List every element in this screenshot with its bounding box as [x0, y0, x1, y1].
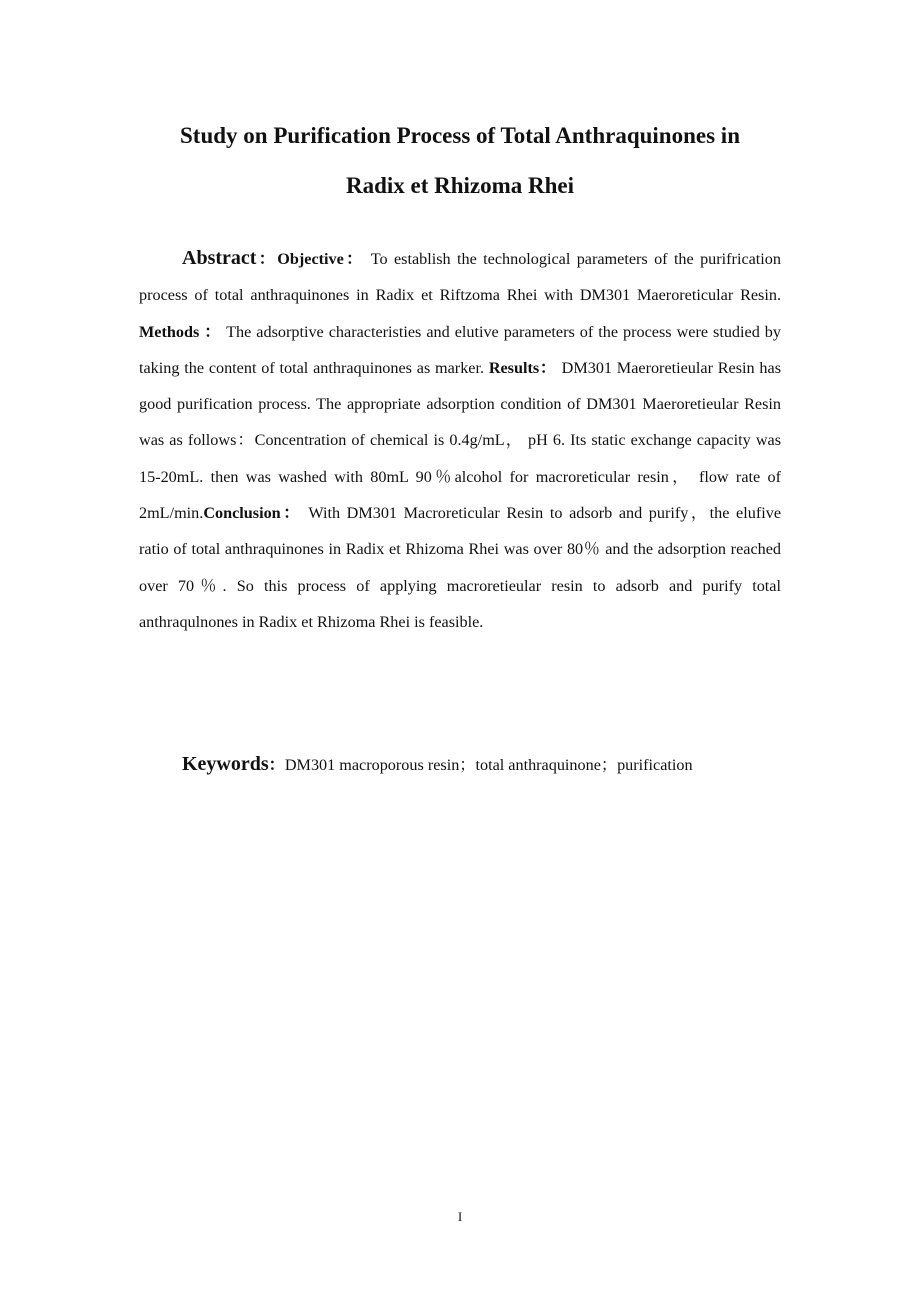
keywords-line [182, 746, 802, 783]
conclusion-label: Conclusion [203, 504, 281, 523]
keywords-label: Keywords [182, 753, 269, 775]
results-colon: ： [539, 358, 557, 377]
abstract-heading-colon: ： [256, 250, 278, 268]
conclusion-text: With DM301 Macroreticular Resin to adsorb and purify，the elufive ratio of total anthraquinones in Radix et Rhizoma Rhei was over 80％ and the adsorption reached over 70％. So this process of applying macroretieular resin to adsorb and purify total anthraqulnones in Radix et Rhizoma Rhei is feasible. [139, 504, 781, 631]
page-number: I [457, 1209, 463, 1224]
abstract-heading: Abstract [182, 247, 257, 269]
results-text: DM301 Maeroretieular Resin has good purification process. The appropriate adsorption condition of DM301 Maeroretieular Resin was as follows：Concentration of chemical is 0.4g/mL， pH 6. Its static exchange capacity was 15-20mL. then was washed with 80mL 90％alcohol for macroreticular resin， flow rate of 2mL/min. [139, 358, 781, 523]
methods-colon: ： [199, 322, 222, 341]
objective-label: Objective [277, 250, 344, 268]
title-line-2: Radix et Rhizoma Rhei [345, 173, 575, 198]
keywords-colon: ： [268, 756, 285, 774]
objective-colon: ： [343, 250, 365, 268]
methods-text: The adsorptive characteristies and elutive parameters of the process were studied by taking the content of total anthraquinones as marker. [139, 322, 781, 377]
title-line-1: Study on Purification Process of Total Anthraquinones in [180, 123, 740, 148]
methods-label: Methods [139, 322, 200, 341]
conclusion-colon: ： [280, 504, 302, 523]
abstract-paragraph [139, 240, 781, 640]
objective-text: To establish the technological parameters of the purifrication process of total anthraquinones in Radix et Riftzoma Rhei with DM301 Maeroreticular Resin. [139, 250, 781, 305]
results-label: Results [488, 358, 540, 377]
keywords-text: DM301 macroporous resin；total anthraquinone；purification [284, 756, 693, 774]
